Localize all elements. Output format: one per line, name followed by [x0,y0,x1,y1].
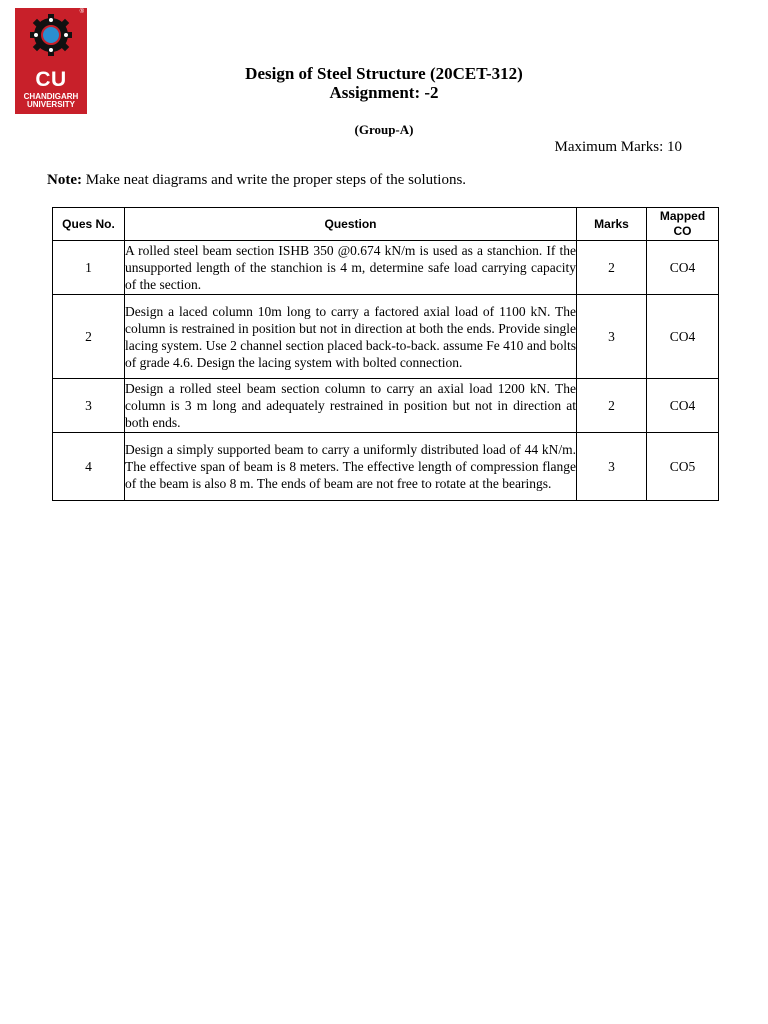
table-row [53,379,719,433]
question-number: 2 [53,295,125,379]
table-row [53,295,719,379]
note [47,172,466,189]
header-mapped-co-line-1: Mapped [659,209,706,223]
question-number: 4 [53,433,125,501]
logo-name-line-1: CHANDIGARH [23,92,79,101]
mapped-co: CO5 [647,433,719,501]
header-mapped-co-line-2: CO [673,224,692,238]
question-text: Design a laced column 10m long to carry a factored axial load of 1100 kN. The column is restrained in position but not in direction at both the ends. Provide single lacing system. Use 2 channel section placed back-to-back. assume Fe 410 and bolts of grade 4.6. Design the lacing system with bolted connection. [125,295,577,379]
mapped-co: CO4 [647,241,719,295]
note-text: Make neat diagrams and write the proper steps of the solutions. [81,172,467,188]
logo-name-line-2: UNIVERSITY [26,100,75,109]
assignment-title: Assignment: -2 [329,83,439,102]
header-mapped-co [647,208,719,241]
table-row [53,241,719,295]
question-text: Design a rolled steel beam section column to carry an axial load 1200 kN. The column is 3 m long and adequately restrained in position but not in direction at both ends. [125,379,577,433]
table-header-row [53,208,719,241]
gear-emblem-icon [15,8,87,68]
question-number: 1 [53,241,125,295]
note-label: Note: [47,172,82,188]
maximum-marks: Maximum Marks: 10 [554,139,682,155]
header-marks: Marks [577,208,647,241]
header-ques-no: Ques No. [53,208,125,241]
question-text: Design a simply supported beam to carry a uniformly distributed load of 44 kN/m. The effective span of beam is 8 meters. The effective length of compression flange of the beam is also 8 m. The ends of beam are not free to rotate at the bearings. [125,433,577,501]
document-title [0,64,768,102]
group-label: (Group-A) [354,122,414,137]
question-marks: 3 [577,295,647,379]
question-marks: 2 [577,379,647,433]
mapped-co: CO4 [647,295,719,379]
question-number: 3 [53,379,125,433]
course-title: Design of Steel Structure (20CET-312) [245,64,523,83]
registered-mark: ® [79,9,84,15]
logo-abbreviation: CU [35,68,67,91]
question-text: A rolled steel beam section ISHB 350 @0.674 kN/m is used as a stanchion. If the unsupported length of the stanchion is 4 m, determine safe load carrying capacity of the section. [125,241,577,295]
questions-table [52,207,719,501]
mapped-co: CO4 [647,379,719,433]
question-marks: 2 [577,241,647,295]
header-question: Question [125,208,577,241]
table-row [53,433,719,501]
question-marks: 3 [577,433,647,501]
